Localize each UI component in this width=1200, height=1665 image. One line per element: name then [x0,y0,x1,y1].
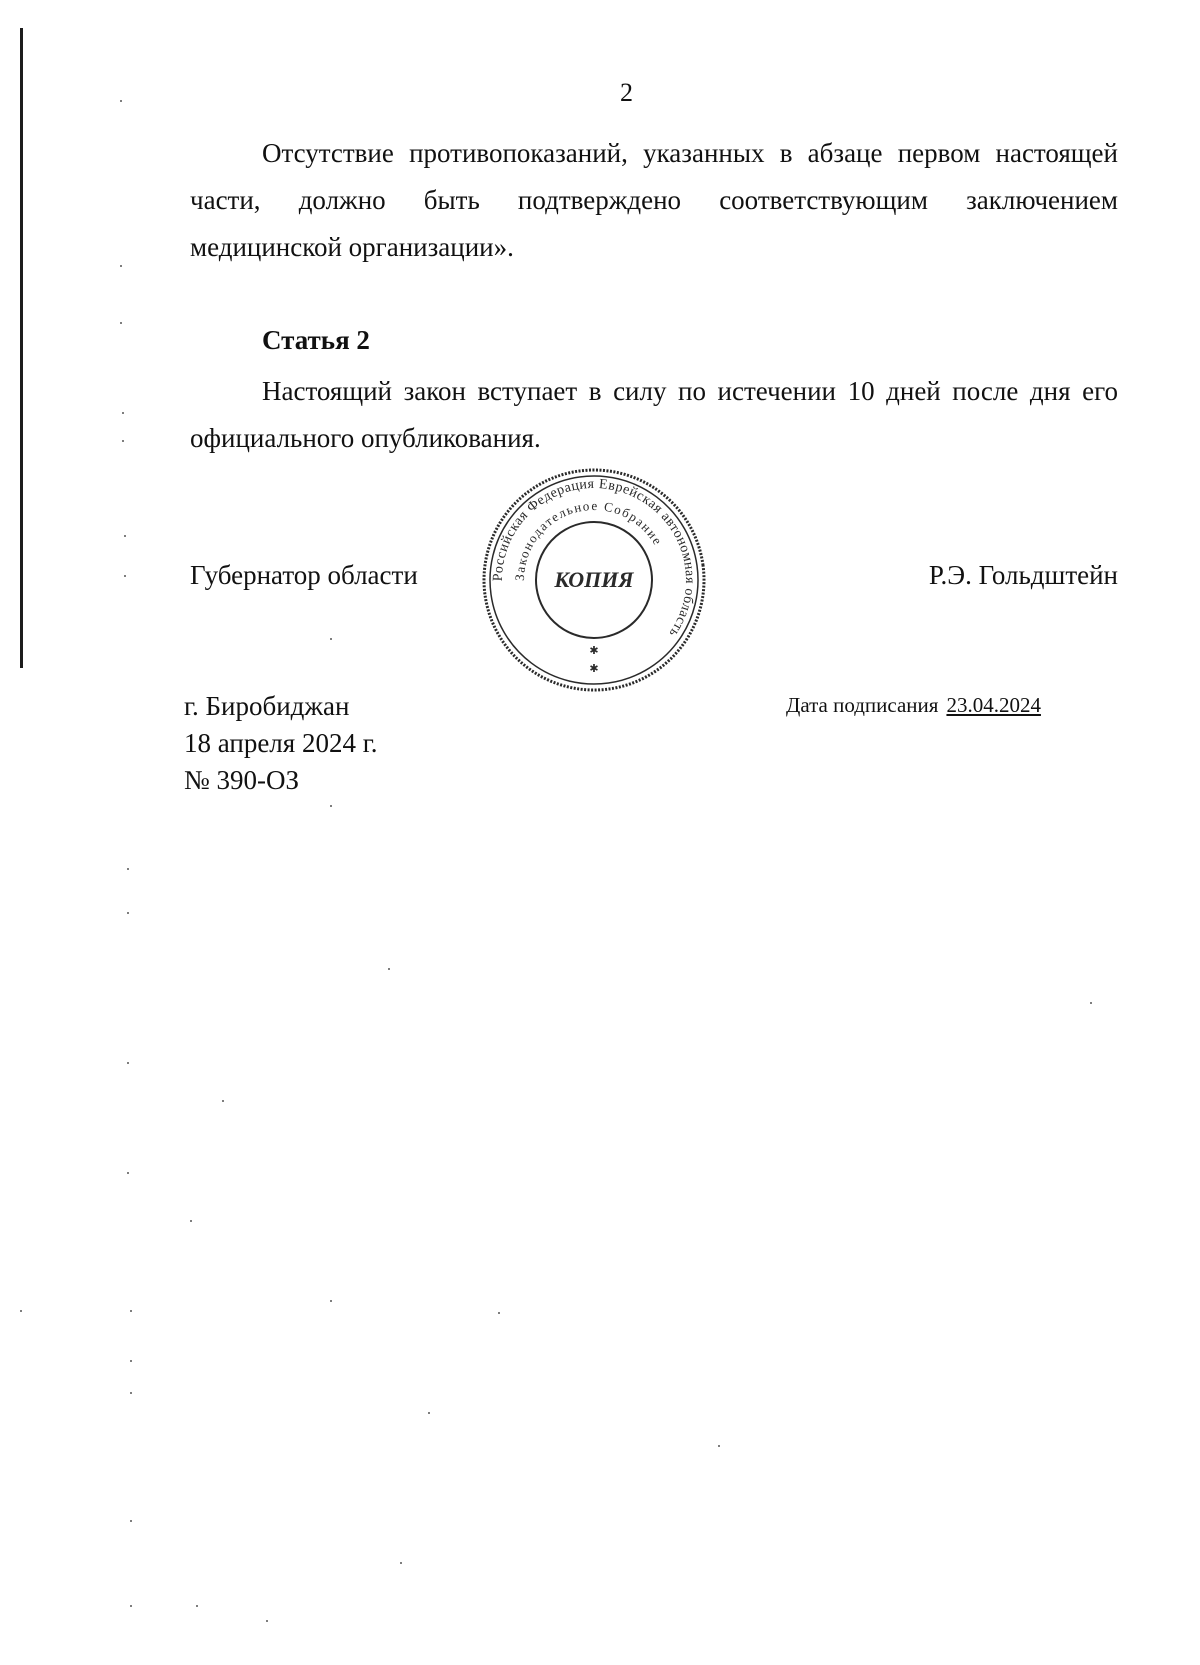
adoption-date: 18 апреля 2024 г. [184,728,378,758]
seal-inner-text: Законодательное Собрание [511,497,666,582]
scan-speck [127,868,129,870]
scan-speck [130,1360,132,1362]
scan-speck [130,1310,132,1312]
scan-speck [330,805,332,807]
article-heading: Статья 2 [262,325,370,355]
scan-speck [190,1220,192,1222]
seal-center-text: КОПИЯ [554,567,634,592]
signing-date-block [786,693,1041,718]
scan-speck [1090,1002,1092,1004]
scan-speck [330,638,332,640]
signing-date-label: Дата подписания [786,693,939,717]
scan-speck [122,412,124,414]
signatory-position: Губернатор области [190,560,418,590]
page-number: 2 [620,78,633,107]
scan-speck [120,265,122,267]
scan-speck [498,1312,500,1314]
place-and-date-block [184,688,377,799]
body-paragraph-effective-date: Настоящий закон вступает в силу по истечении 10 дней после дня его официального опубликования. [190,376,1118,453]
signing-date-value: 23.04.2024 [946,693,1041,717]
scan-speck [196,1605,198,1607]
scan-speck [127,1172,129,1174]
scan-speck [127,912,129,914]
scan-speck [130,1605,132,1607]
scan-speck [20,1310,22,1312]
scan-speck [127,1062,129,1064]
scan-speck [718,1445,720,1447]
seal-star-icon: ✱ [589,662,599,675]
body-paragraph-contraindications: Отсутствие противопоказаний, указанных в абзаце первом настоящей части, должно быть подтверждено соответствующим заключением медицинской организации». [190,138,1118,262]
scan-speck [124,535,126,537]
seal-outer-text: Российская Федерация Еврейская автономная область [490,476,698,640]
scan-speck [120,322,122,324]
seal-star-icon: ✱ [589,644,599,657]
scan-speck [428,1412,430,1414]
law-number: № 390-ОЗ [184,765,300,795]
scan-speck [122,440,124,442]
city: г. Биробиджан [184,691,350,721]
signatory-name: Р.Э. Гольдштейн [928,560,1118,590]
official-seal-stamp [478,464,710,696]
scan-speck [266,1620,268,1622]
scan-speck [330,1300,332,1302]
scan-speck [130,1520,132,1522]
scan-speck [222,1100,224,1102]
scan-speck [130,1392,132,1394]
scan-speck [120,100,122,102]
scan-speck [400,1562,402,1564]
scan-speck [388,968,390,970]
scan-speck [124,575,126,577]
binding-margin-line [20,28,23,668]
